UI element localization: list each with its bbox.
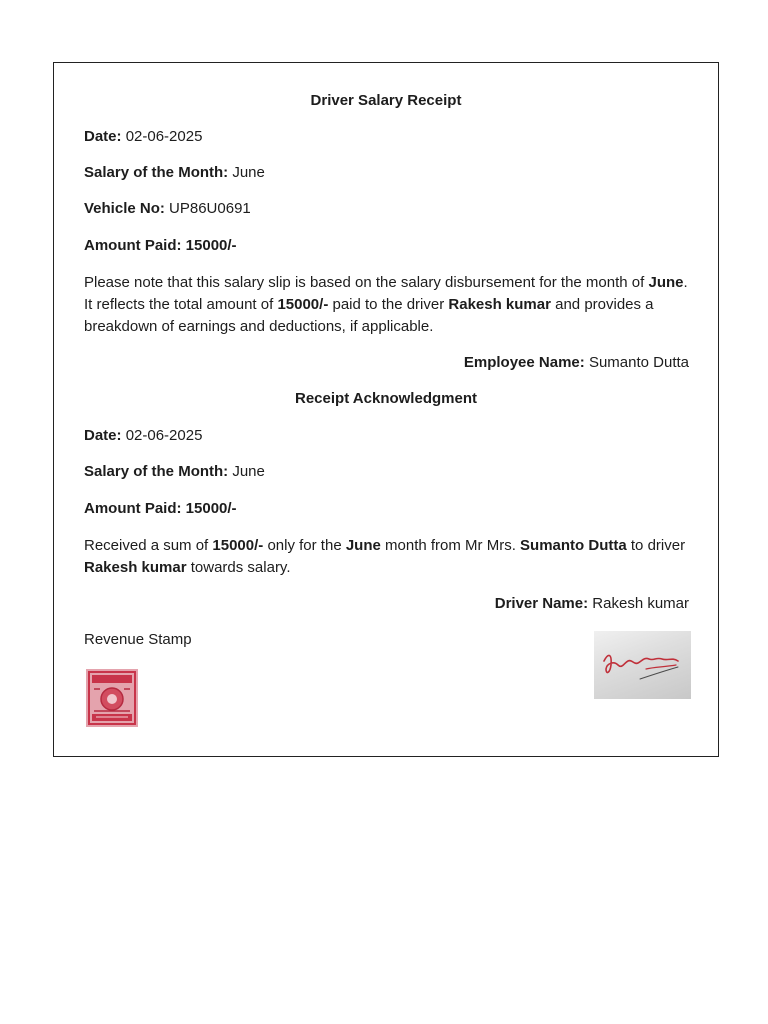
driver-signature-image [594, 631, 691, 699]
salary-receipt [53, 62, 719, 757]
receipt-salary-month: Salary of the Month: June [84, 164, 265, 181]
receipt-date: Date: 02-06-2025 [84, 128, 203, 145]
driver-name: Driver Name: Rakesh kumar [494, 595, 689, 612]
revenue-stamp-label: Revenue Stamp [84, 631, 192, 648]
acknowledgment-paragraph: Received a sum of 15000/- only for the June month from Mr Mrs. Sumanto Dutta to driver Rakesh kumar towards salary. [84, 537, 686, 576]
acknowledgment-title: Receipt Acknowledgment [295, 390, 477, 407]
receipt-vehicle-no: Vehicle No: UP86U0691 [84, 200, 251, 217]
receipt-amount-paid: Amount Paid: 15000/- [84, 237, 237, 254]
acknowledgment-date: Date: 02-06-2025 [84, 427, 203, 444]
receipt-note-paragraph: Please note that this salary slip is based on the salary disbursement for the month of June. It reflects the total amount of 15000/- paid to the driver Rakesh kumar and provides a breakdown of earnings and deductions, if applicable. [84, 274, 688, 335]
acknowledgment-amount-paid: Amount Paid: 15000/- [84, 500, 237, 517]
employee-name: Employee Name: Sumanto Dutta [463, 354, 689, 371]
receipt-title: Driver Salary Receipt [310, 92, 462, 109]
acknowledgment-salary-month: Salary of the Month: June [84, 463, 265, 480]
revenue-stamp-image [84, 667, 140, 729]
